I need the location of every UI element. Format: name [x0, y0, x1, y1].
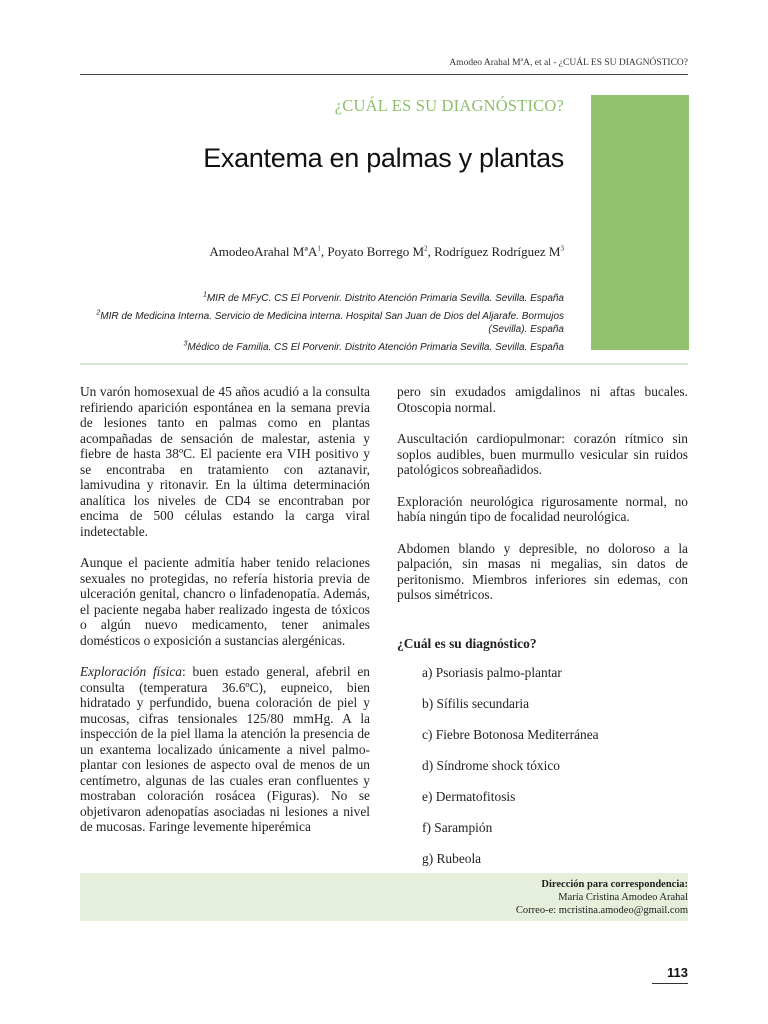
- correspondence-email: Correo-e: mcristina.amodeo@gmail.com: [515, 905, 688, 916]
- article-title: Exantema en palmas y plantas: [203, 143, 564, 173]
- affiliation-text: MIR de MFyC. CS El Porvenir. Distrito Atención Primaria Sevilla. Sevilla. España: [206, 293, 564, 304]
- author-name: Rodríguez Rodríguez M: [434, 244, 561, 259]
- author-sup: 3: [560, 244, 564, 253]
- affiliation: [80, 310, 564, 336]
- section-label: ¿CUÁL ES SU DIAGNÓSTICO?: [334, 96, 564, 115]
- answer-option: a) Psoriasis palmo-plantar: [422, 665, 562, 680]
- answer-option: f) Sarampión: [422, 820, 493, 835]
- case-paragraph: Aunque el paciente admitía haber tenido relaciones sexuales no protegidas, no refería historia previa de ulceración genital, chancro o linfadenopatía. Además, el paciente negaba haber realizado ingesta de tóxicos o algún nuevo medicamento, tener animales domésticos o exposición a sustancias alergénicas.: [80, 555, 370, 648]
- answer-option: e) Dermatofitosis: [422, 789, 516, 804]
- answer-option: g) Rubeola: [422, 851, 482, 866]
- case-paragraph: Un varón homosexual de 45 años acudió a la consulta refiriendo aparición espontánea en la semana previa de lesiones tanto en palmas como en plantas acompañadas de sensación de malestar, astenia y fiebre de hasta 38ºC. El paciente era VIH positivo y se encontraba en tratamiento con aztanavir, lamivudina y ritonavir. En la última determinación analítica los niveles de CD4 se encontraban por encima de 500 células estando la carga viral indetectable.: [80, 384, 370, 539]
- author-list: [80, 244, 564, 260]
- exploration-label: Exploración física: [80, 664, 182, 679]
- author-sup: 2: [424, 244, 428, 253]
- case-paragraph: Auscultación cardiopulmonar: corazón rítmico sin soplos audibles, buen murmullo vesicular sin ruidos patológicos sobreañadidos.: [397, 431, 688, 477]
- section-divider: [80, 363, 688, 365]
- page-number: 113: [652, 965, 688, 984]
- correspondence-name: María Cristina Amodeo Arahal: [558, 892, 688, 903]
- case-paragraph: pero sin exudados amigdalinos ni aftas bucales. Otoscopia normal.: [397, 384, 688, 415]
- affiliation-sup: 1: [202, 291, 207, 299]
- affiliation: [80, 341, 564, 354]
- affiliation-sup: 3: [183, 340, 188, 348]
- body-column-right: [397, 384, 688, 882]
- correspondence-heading: Dirección para correspondencia:: [541, 879, 688, 890]
- author-sup: 1: [317, 244, 321, 253]
- case-paragraph: Exploración neurológica rigurosamente normal, no había ningún tipo de focalidad neurológica.: [397, 493, 688, 524]
- correspondence-box: [80, 873, 688, 921]
- affiliation-sup: 2: [96, 309, 101, 317]
- author-name: Poyato Borrego M: [327, 244, 425, 259]
- affiliations: [80, 292, 564, 359]
- author-separator: ,: [427, 244, 435, 259]
- answer-option: b) Sífilis secundaria: [422, 696, 530, 711]
- author-name: AmodeoArahal MªA: [209, 244, 318, 259]
- running-header: Amodeo Arahal MªA, et al - ¿CUÁL ES SU DIAGNÓSTICO?: [80, 58, 688, 75]
- affiliation-text: MIR de Medicina Interna. Servicio de Medicina interna. Hospital San Juan de Dios del Aljarafe. Bormujos (Sevilla). España: [100, 311, 564, 335]
- exploration-text: : buen estado general, afebril en consulta (temperatura 36.6ºC), eupneico, bien hidratado y perfundido, buena coloración de piel y mucosas, cifras tensionales 125/80 mmHg. A la inspección de la piel llama la atención la presencia de un exantema localizado únicamente a nivel palmo-plantar con lesiones de aspecto oval de menos de un centímetro, algunas de las cuales eran confluentes y mostraban coloración rosácea (Figuras). No se objetivaron adenopatías asociadas ni lesiones a nivel de mucosas. Faringe levemente hiperémica: [80, 664, 370, 834]
- answer-option: c) Fiebre Botonosa Mediterránea: [422, 727, 599, 742]
- question-heading: ¿Cuál es su diagnóstico?: [397, 635, 537, 651]
- case-paragraph: Abdomen blando y depresible, no doloroso a la palpación, sin masas ni megalias, sin datos de peritonismo. Miembros inferiores sin edemas, con pulsos simétricos.: [397, 540, 688, 602]
- case-paragraph: [80, 664, 370, 835]
- correspondence-content: [516, 878, 688, 917]
- affiliation: [80, 292, 564, 305]
- body-column-left: [80, 384, 370, 851]
- author-separator: ,: [320, 244, 328, 259]
- green-accent-block: [591, 95, 689, 350]
- affiliation-text: Médico de Familia. CS El Porvenir. Distrito Atención Primaria Sevilla. Sevilla. España: [187, 342, 564, 353]
- answer-option: d) Síndrome shock tóxico: [422, 758, 560, 773]
